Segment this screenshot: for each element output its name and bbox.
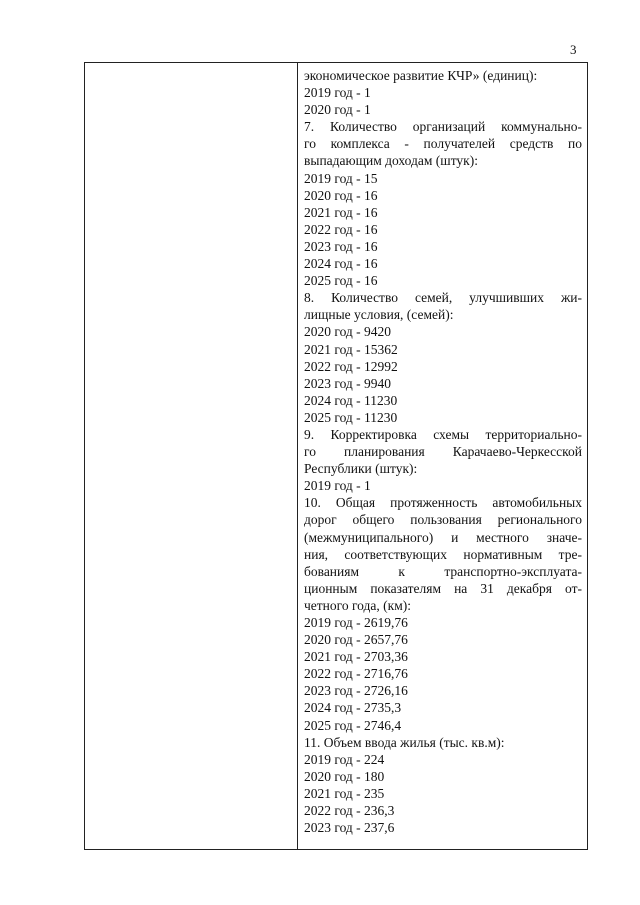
text-line: 2019 год - 1 [304, 478, 371, 494]
text-line: 2021 год - 16 [304, 204, 378, 220]
text-line: 2020 год - 9420 [304, 324, 392, 340]
text-line: дорог общего пользования регионального [304, 512, 582, 528]
text-line: 2019 год - 15 [304, 170, 378, 186]
text-line: экономическое развитие КЧР» (единиц): [304, 68, 538, 83]
text-line: 2019 год - 224 [304, 751, 385, 767]
indicator-cell [304, 67, 582, 836]
text-line: 7. Количество организаций коммунально- [304, 119, 582, 135]
text-line: бованиям к транспортно-эксплуата- [304, 563, 582, 579]
text-line: ционным показателям на 31 декабря от- [304, 580, 582, 596]
text-line: 2019 год - 1 [304, 85, 371, 101]
text-line: 8. Количество семей, улучшивших жи- [304, 290, 582, 306]
text-line: ния, соответствующих нормативным тре- [304, 546, 582, 562]
text-line: выпадающим доходам (штук): [304, 153, 478, 169]
text-line: 2023 год - 2726,16 [304, 683, 408, 699]
text-line: го комплекса - получателей средств по [304, 136, 582, 152]
page-number: 3 [570, 42, 577, 57]
text-line: 2022 год - 16 [304, 221, 378, 237]
text-line: 2024 год - 16 [304, 256, 378, 272]
text-line: 10. Общая протяженность автомобильных [304, 495, 582, 511]
text-line: 2025 год - 16 [304, 273, 378, 289]
text-line: 2020 год - 16 [304, 187, 378, 203]
text-line: 2024 год - 2735,3 [304, 700, 402, 716]
text-line: четного года, (км): [304, 597, 411, 613]
text-line: 2023 год - 16 [304, 238, 378, 254]
document-table [84, 62, 588, 850]
text-line: 2020 год - 180 [304, 768, 385, 784]
text-line: 2021 год - 15362 [304, 341, 398, 357]
text-line: го планирования Карачаево-Черкесской [304, 444, 582, 460]
text-line: 2021 год - 235 [304, 785, 385, 801]
text-line: 2023 год - 237,6 [304, 820, 395, 836]
text-line: 2022 год - 2716,76 [304, 666, 408, 682]
text-line: Республики (штук): [304, 461, 418, 477]
text-line: 2020 год - 2657,76 [304, 632, 408, 648]
text-line: лищные условия, (семей): [304, 307, 454, 323]
text-line: 2025 год - 2746,4 [304, 717, 402, 733]
text-line: 11. Объем ввода жилья (тыс. кв.м): [304, 734, 505, 750]
text-line: 2024 год - 11230 [304, 392, 398, 408]
text-line: 2022 год - 12992 [304, 358, 398, 374]
text-line: 2021 год - 2703,36 [304, 649, 408, 665]
text-line: 2023 год - 9940 [304, 375, 392, 391]
text-line: 2025 год - 11230 [304, 409, 398, 425]
column-divider [297, 63, 298, 849]
text-line: 2022 год - 236,3 [304, 803, 395, 819]
text-line: 2020 год - 1 [304, 102, 371, 118]
text-line: (межмуниципального) и местного значе- [304, 529, 582, 545]
text-line: 2019 год - 2619,76 [304, 615, 408, 630]
text-line: 9. Корректировка схемы территориально- [304, 426, 582, 442]
